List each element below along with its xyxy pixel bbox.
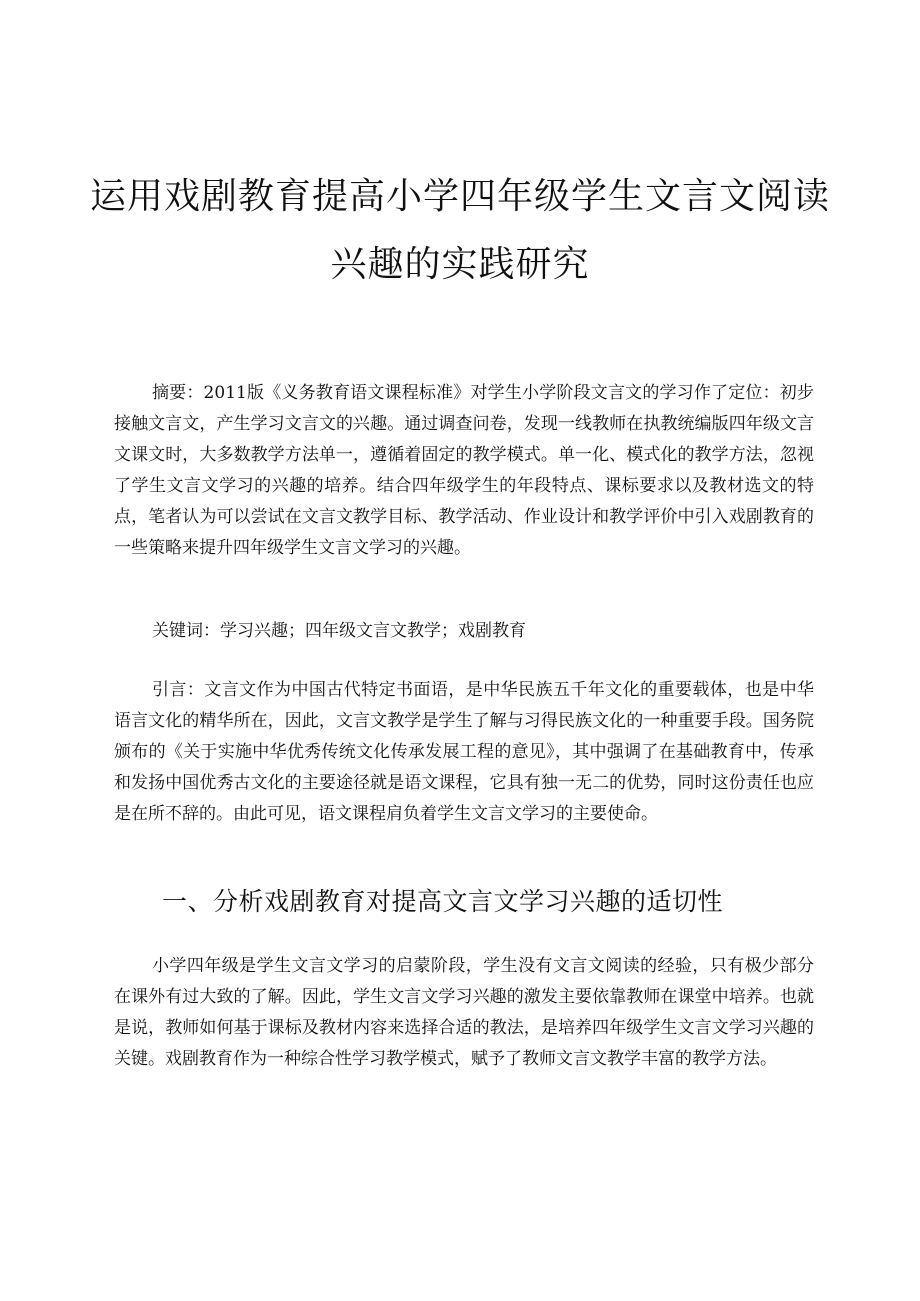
abstract-paragraph: 摘要：2011版《义务教育语文课程标准》对学生小学阶段文言文的学习作了定位：初步接触文言文，产生学习文言文的兴趣。通过调查问卷，发现一线教师在执教统编版四年级文言文课文时，大多数教学方法单一，遵循着固定的教学模式。单一化、模式化的教学方法，忽视了学生文言文学习的兴趣的培养。结合四年级学生的年段特点、课标要求以及教材选文的特点，笔者认为可以尝试在文言文教学目标、教学活动、作业设计和教学评价中引入戏剧教育的一些策略来提升四年级学生文言文学习的兴趣。 (114, 383, 814, 558)
introduction-paragraph: 引言：文言文作为中国古代特定书面语，是中华民族五千年文化的重要载体，也是中华语言文化的精华所在，因此，文言文教学是学生了解与习得民族文化的一种重要手段。国务院颁布的《关于实施中华优秀传统文化传承发展工程的意见》，其中强调了在基础教育中，传承和发扬中国优秀古文化的主要途径就是语文课程，它具有独一无二的优势，同时这份责任也应是在所不辞的。由此可见，语文课程肩负着学生文言文学习的主要使命。 (114, 680, 814, 824)
section-1-heading: 一、分析戏剧教育对提高文言文学习兴趣的适切性 (162, 887, 724, 916)
section-1-paragraph: 小学四年级是学生文言文学习的启蒙阶段，学生没有文言文阅读的经验，只有极少部分在课外有过大致的了解。因此，学生文言文学习兴趣的激发主要依靠教师在课堂中培养。也就是说，教师如何基于课标及教材内容来选择合适的教法，是培养四年级学生文言文学习兴趣的关键。戏剧教育作为一种综合性学习教学模式，赋予了教师文言文教学丰富的教学方法。 (114, 956, 814, 1069)
document-title-line-2: 兴趣的实践研究 (330, 244, 590, 285)
document-title-line-1: 运用戏剧教育提高小学四年级学生文言文阅读 (89, 176, 830, 217)
keywords-paragraph: 关键词：学习兴趣；四年级文言文教学；戏剧教育 (152, 621, 526, 641)
